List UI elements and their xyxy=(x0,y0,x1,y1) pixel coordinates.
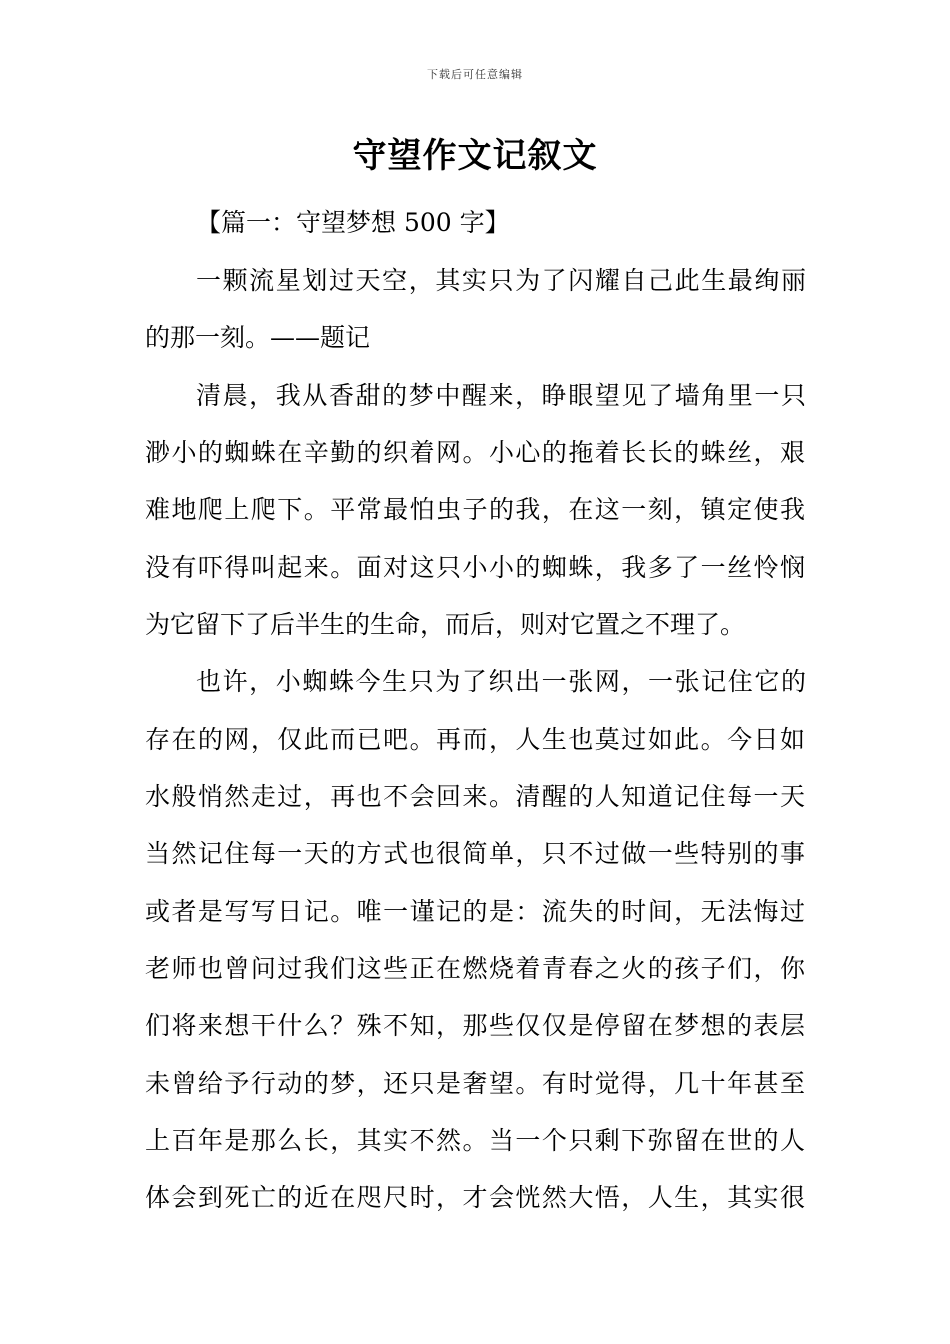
paragraph-line: 老师也曾问过我们这些正在燃烧着青春之火的孩子们，你 xyxy=(145,954,805,983)
paragraph-line: 水般悄然走过，再也不会回来。清醒的人知道记住每一天 xyxy=(145,782,805,811)
document-title: 守望作文记叙文 xyxy=(352,136,598,176)
paragraph-line: 的那一刻。——题记 xyxy=(145,323,371,352)
section-heading: 【篇一：守望梦想 500 字】 xyxy=(196,208,510,237)
paragraph-line: 上百年是那么长，其实不然。当一个只剩下弥留在世的人 xyxy=(145,1126,805,1155)
paragraph-line: 未曾给予行动的梦，还只是奢望。有时觉得，几十年甚至 xyxy=(145,1069,805,1098)
paragraph-line: 体会到死亡的近在咫尺时，才会恍然大悟，人生，其实很 xyxy=(145,1183,805,1212)
paragraph-line: 渺小的蜘蛛在辛勤的织着网。小心的拖着长长的蛛丝，艰 xyxy=(145,438,805,467)
header-note: 下载后可任意编辑 xyxy=(427,68,523,81)
paragraph-line: 没有吓得叫起来。面对这只小小的蜘蛛，我多了一丝怜悯 xyxy=(145,553,805,582)
paragraph-line: 为它留下了后半生的生命，而后，则对它置之不理了。 xyxy=(145,610,746,639)
paragraph-line: 难地爬上爬下。平常最怕虫子的我，在这一刻，镇定使我 xyxy=(145,495,805,524)
paragraph-line: 当然记住每一天的方式也很简单，只不过做一些特别的事 xyxy=(145,839,805,868)
paragraph-line: 或者是写写日记。唯一谨记的是：流失的时间，无法悔过 xyxy=(145,897,805,926)
paragraph-line: 也许，小蜘蛛今生只为了织出一张网，一张记住它的 xyxy=(196,667,806,696)
paragraph-line: 存在的网，仅此而已吧。再而，人生也莫过如此。今日如 xyxy=(145,725,805,754)
paragraph-line: 们将来想干什么？殊不知，那些仅仅是停留在梦想的表层 xyxy=(145,1011,805,1040)
paragraph-line: 清晨，我从香甜的梦中醒来，睁眼望见了墙角里一只 xyxy=(196,381,806,410)
paragraph-line: 一颗流星划过天空，其实只为了闪耀自己此生最绚丽 xyxy=(196,266,806,295)
